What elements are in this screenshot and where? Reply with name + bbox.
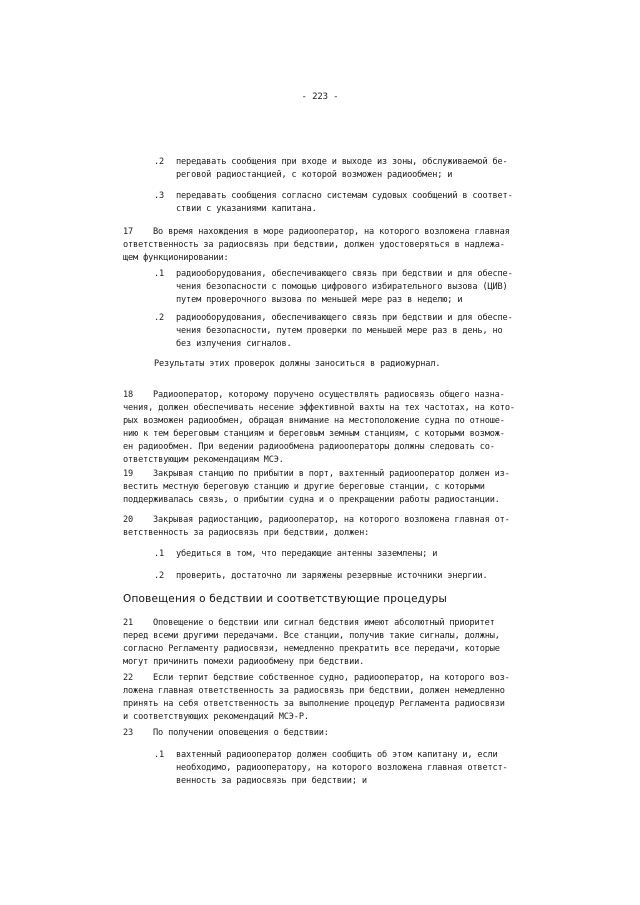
paragraph-text: Радиооператор, которому поручено осуществлять радиосвязь общего назна- чения, должен обеспечивать несение эффективной вахты на тех частотах, на кото- рых возможен радиообмен, обращая внимание на местоположение судна по отноше- нию к тем береговым станциям и береговым земным станциям, с которыми возмож- ен радиообмен. При ведении радиообмена радиооператоры должны следовать со- ответствующим рекомендациям МСЭ.: [123, 390, 515, 465]
paragraph-number: 17: [123, 227, 134, 237]
item-label: .1: [154, 750, 165, 760]
paragraph-number: 21: [123, 618, 134, 628]
paragraph-number: 23: [123, 728, 134, 738]
item-text: радиооборудования, обеспечивающего связь при бедствии и для обеспе- чения безопасности с помощью цифрового избирательного вызова (ЦИВ) путем проверочного вызова по меньшей мере раз в неделю; и: [176, 269, 513, 305]
item-text: убедиться в том, что передающие антенны заземлены; и: [176, 549, 438, 559]
note-text: Результаты этих проверок должны заноситься в радиожурнал.: [154, 359, 441, 369]
paragraph-number: 19: [123, 469, 134, 479]
item-text: радиооборудования, обеспечивающего связь при бедствии и для обеспе- чения безопасности, путем проверки по меньшей мере раз в день, но без излучения сигналов.: [176, 313, 513, 349]
item-label: .3: [154, 191, 165, 201]
paragraph-text: Закрывая радиостанцию, радиооператор, на которого возложена главная от- ветственность за радиосвязь при бедствии, должен:: [123, 515, 510, 538]
paragraph-text: Во время нахождения в море радиооператор, на которого возложена главная ответственность за радиосвязь при бедствии, должен удостоверяться в надлежа- щем функционировании:: [123, 227, 510, 263]
item-text: передавать сообщения согласно системам судовых сообщений в соответ- ствии с указаниями капитана.: [176, 191, 513, 214]
page-number: - 223 -: [301, 92, 339, 102]
item-text: вахтенный радиооператор должен сообщить об этом капитану и, если необходимо, радиооператору, на которого возложена главная ответст- венность за радиосвязь при бедствии; и: [176, 750, 508, 786]
item-text: проверить, достаточно ли заряжены резервные источники энергии.: [176, 571, 488, 581]
item-label: .1: [154, 549, 165, 559]
item-text: передавать сообщения при входе и выходе из зоны, обслуживаемой бе- реговой радиостанцией, с которой возможен радиообмен; и: [176, 157, 508, 180]
paragraph-text: Если терпит бедствие собственное судно, радиооператор, на которого воз- ложена главная ответственность за радиосвязь при бедствии, должен немедленно принять на себя ответственность за выполнение процедур Регламента радиосвязи и соответствующих рекомендаций МСЭ-Р.: [123, 673, 510, 722]
item-label: .1: [154, 269, 165, 279]
section-heading: Оповещения о бедствии и соответствующие процедуры: [123, 593, 448, 605]
paragraph-number: 18: [123, 390, 134, 400]
paragraph-text: Оповещение о бедствии или сигнал бедствия имеют абсолютный приоритет перед всеми другими передачами. Все станции, получив такие сигналы, должны, согласно Регламенту радиосвязи, немедленно прекратить все передачи, которые могут причинить помехи радиообмену при бедствии.: [123, 618, 500, 667]
item-label: .2: [154, 571, 165, 581]
paragraph-text: По получении оповещения о бедствии:: [153, 728, 329, 738]
paragraph-number: 20: [123, 515, 134, 525]
paragraph-number: 22: [123, 673, 134, 683]
item-label: .2: [154, 157, 165, 167]
item-label: .2: [154, 313, 165, 323]
paragraph-text: Закрывая станцию по прибытии в порт, вахтенный радиооператор должен из- вестить местную береговую станцию и другие береговые станции, с которыми поддерживалась связь, о прибытии судна и о прекращении работы радиостанции.: [123, 469, 510, 505]
